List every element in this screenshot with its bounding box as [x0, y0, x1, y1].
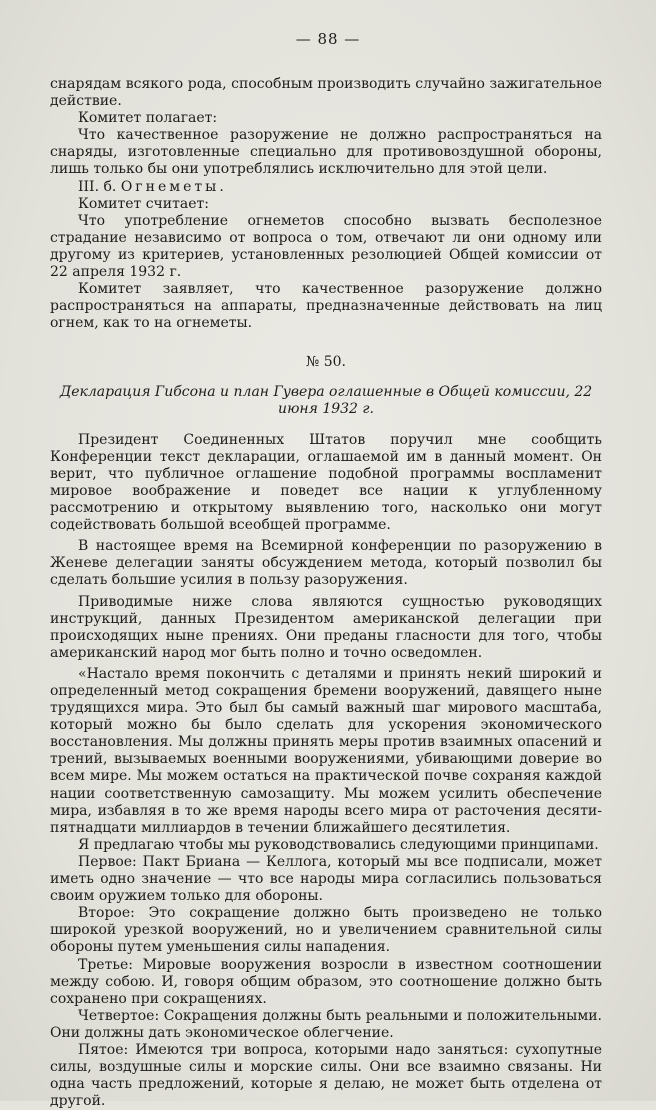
paragraph: Приводимые ниже слова являются сущностью руководящих инструкций, данных Президентом американской делегации при происходящих ныне прениях. Они преданы гласности для того, чтобы американский народ мог быть полно и точно осведомлен.	[50, 593, 602, 661]
document-title: Декларация Гибсона и план Гувера оглашенные в Общей комиссии, 22 июня 1932 г.	[59, 383, 593, 417]
paragraph: Комитет полагает:	[78, 110, 218, 127]
paragraph: В настоящее время на Всемирной конференции по разоружению в Женеве делегации заняты обсуждением метода, который позволил бы сделать большие усилия в пользу разоружения.	[50, 538, 602, 589]
section-title: Огнеметы.	[120, 178, 227, 195]
paragraph: Я предлагаю чтобы мы руководствовались следующими принципами.	[78, 836, 599, 853]
paragraph: Первое: Пакт Бриана — Келлога, который мы все подписали, может иметь одно значение — что все народы мира согласились пользоваться своим оружием только для обороны.	[50, 853, 602, 905]
paragraph: Пятое: Имеются три вопроса, которыми надо заняться: сухопутные силы, воздушные силы и морские силы. Они все взаимно связаны. Ни одна часть предложений, которые я делаю, не может быть отделена от другой.	[50, 1041, 602, 1110]
paragraph: Комитет считает:	[78, 195, 209, 212]
document-number: № 50.	[306, 354, 346, 371]
paragraph: снарядам всякого рода, способным производить случайно зажигательное действие.	[50, 76, 602, 110]
paragraph: Что качественное разоружение не должно распространяться на снаряды, изготовленные специально для противовоздушной обороны, лишь только бы они употреблялись исключительно для этой цели.	[50, 127, 602, 178]
section-heading	[50, 179, 602, 196]
paragraph: Четвертое: Сокращения должны быть реальными и положительными. Они должны дать экономическое облегчение.	[50, 1007, 602, 1041]
body-text	[50, 76, 602, 1110]
page-number: — 88 —	[295, 30, 361, 48]
paragraph: Комитет заявляет, что качественное разоружение должно распространяться на аппараты, предназначенные действовать на лиц огнем, как то на огнеметы.	[50, 281, 602, 332]
paragraph: «Настало время покончить с деталями и принять некий широкий и определенный метод сокращения бремени вооружений, давящего ныне трудящихся мира. Это был бы самый важный шаг мирового масштаба, который можно бы было сделать для ускорения экономического восстановления. Мы должны принять меры против взаимных опасений и трений, вызываемых военными вооружениями, убивающими доверие во всем мире. Мы можем остаться на практической почве сохраняя каждой нации соответственную самозащиту. Мы можем усилить обеспечение мира, избавляя в то же время народы всего мира от расточения десяти-пятнадцати миллиардов в течении ближайшего десятилетия.	[50, 665, 602, 836]
paragraph: Президент Соединенных Штатов поручил мне сообщить Конференции текст декларации, оглашаемой им в данный момент. Он верит, что публичное оглашение подобной программы воспламенит мировое воображение и поведет все нации к углубленному рассмотрению и открытому выявлению того, насколько они могут содействовать большой всеобщей программе.	[50, 431, 602, 534]
paragraph: Третье: Мировые вооружения возросли в известном соотношении между собою. И, говоря общим образом, это соотношение должно быть сохранено при сокращениях.	[50, 956, 602, 1007]
section-number: III. б.	[78, 178, 117, 195]
paragraph: Что употребление огнеметов способно вызвать бесполезное страдание независимо от вопроса о том, отвечают ли они одному или другому из критериев, установленных резолюцией Общей комиссии от 22 апреля 1932 г.	[50, 212, 602, 281]
paragraph: Второе: Это сокращение должно быть произведено не только широкой урезкой вооружений, но и увеличением сравнительной силы обороны путем уменьшения силы нападения.	[50, 905, 602, 956]
